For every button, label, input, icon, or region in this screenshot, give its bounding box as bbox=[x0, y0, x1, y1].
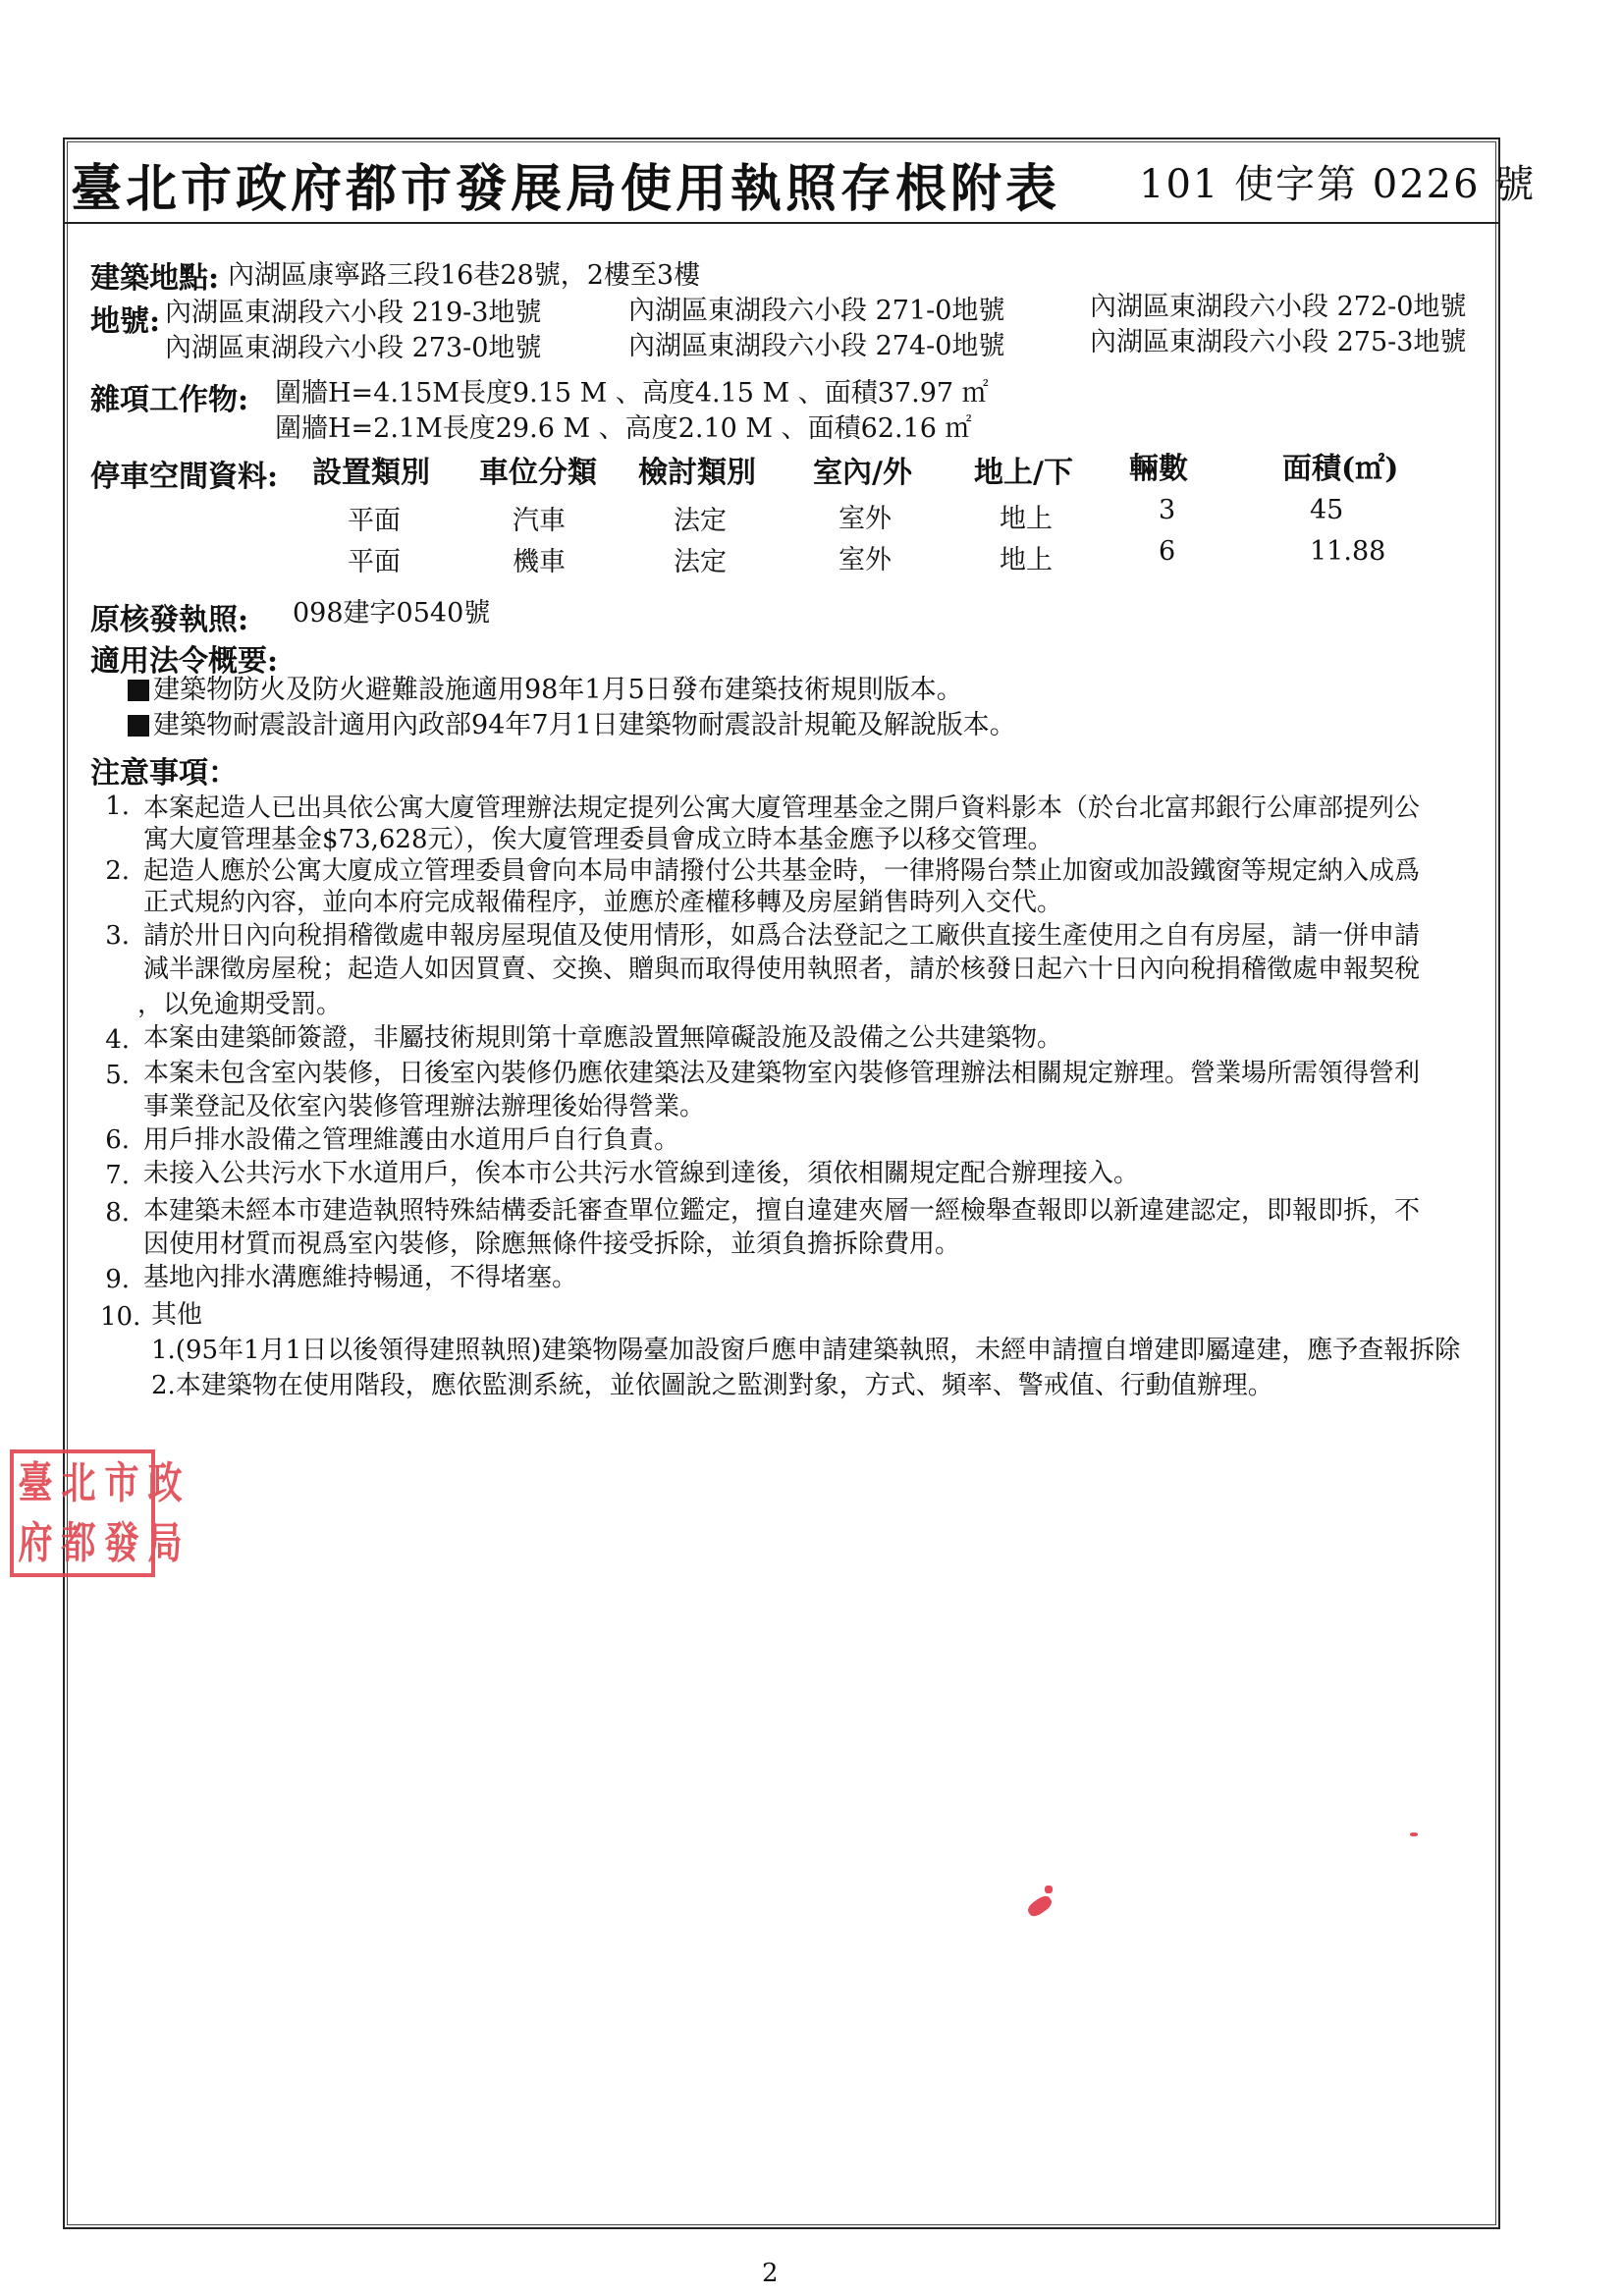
parking-cell: 地上 bbox=[1000, 504, 1053, 534]
parking-cell: 法定 bbox=[674, 506, 727, 536]
parking-label: 停車空間資料: bbox=[90, 460, 279, 494]
notes-label: 注意事項： bbox=[90, 756, 238, 791]
parking-cell: 3 bbox=[1159, 495, 1176, 525]
parking-header: 面積(㎡) bbox=[1282, 452, 1399, 486]
lot-item: 內湖區東湖段六小段 271-0地號 bbox=[628, 296, 1005, 326]
parking-cell: 地上 bbox=[1000, 545, 1053, 575]
lot-item: 內湖區東湖段六小段 273-0地號 bbox=[165, 333, 542, 363]
official-seal-stamp: 臺 北 市 政 府 都 發 局 bbox=[10, 1449, 155, 1577]
lot-label: 地號: bbox=[90, 304, 161, 339]
parking-cell: 室外 bbox=[839, 504, 892, 534]
misc-works-item: 圍牆H=4.15M長度9.15 M 、高度4.15 M 、面積37.97 ㎡ bbox=[275, 378, 989, 409]
parking-cell: 11.88 bbox=[1310, 536, 1386, 567]
address-label: 建築地點: bbox=[90, 261, 220, 296]
parking-cell: 45 bbox=[1310, 495, 1344, 525]
document-title: 臺北市政府都市發展局使用執照存根附表 bbox=[71, 159, 1061, 219]
bullet-square-icon bbox=[128, 715, 149, 737]
parking-header: 設置類別 bbox=[312, 456, 430, 490]
address-value: 內湖區康寧路三段16巷28號，2樓至3樓 bbox=[228, 260, 701, 291]
parking-header: 地上/下 bbox=[974, 456, 1073, 490]
parking-header: 檢討類別 bbox=[638, 456, 756, 490]
parking-cell: 汽車 bbox=[513, 506, 566, 536]
parking-cell: 室外 bbox=[839, 545, 892, 575]
ink-speck bbox=[1410, 1832, 1418, 1836]
parking-cell: 平面 bbox=[348, 506, 401, 536]
original-license-label: 原核發執照: bbox=[90, 603, 249, 637]
lot-item: 內湖區東湖段六小段 275-3地號 bbox=[1090, 327, 1467, 357]
original-license-value: 098建字0540號 bbox=[293, 598, 491, 629]
misc-works-label: 雜項工作物: bbox=[90, 383, 249, 417]
lot-item: 內湖區東湖段六小段 274-0地號 bbox=[628, 331, 1005, 361]
parking-cell: 機車 bbox=[513, 547, 566, 577]
bullet-square-icon bbox=[128, 680, 149, 701]
permit-number: 101 使字第 0226 號 bbox=[1139, 162, 1537, 207]
law-item: 建築物耐震設計適用內政部94年7月1日建築物耐震設計規範及解說版本。 bbox=[128, 703, 1016, 741]
parking-cell: 法定 bbox=[674, 547, 727, 577]
parking-header: 車位分類 bbox=[479, 456, 597, 490]
parking-header: 室內/外 bbox=[813, 456, 912, 490]
misc-works-item: 圍牆H=2.1M長度29.6 M 、高度2.10 M 、面積62.16 ㎡ bbox=[275, 413, 972, 444]
parking-header: 輛數 bbox=[1129, 452, 1188, 486]
laws-label: 適用法令概要: bbox=[90, 644, 279, 679]
title-divider bbox=[63, 222, 1500, 224]
lot-item: 內湖區東湖段六小段 272-0地號 bbox=[1090, 292, 1467, 322]
page-number: 2 bbox=[762, 2259, 779, 2288]
ink-speck bbox=[1045, 1886, 1053, 1893]
law-item: 建築物防火及防火避難設施適用98年1月5日發布建築技術規則版本。 bbox=[128, 668, 963, 706]
lot-item: 內湖區東湖段六小段 219-3地號 bbox=[165, 298, 542, 328]
parking-cell: 平面 bbox=[348, 547, 401, 577]
parking-cell: 6 bbox=[1159, 536, 1176, 567]
